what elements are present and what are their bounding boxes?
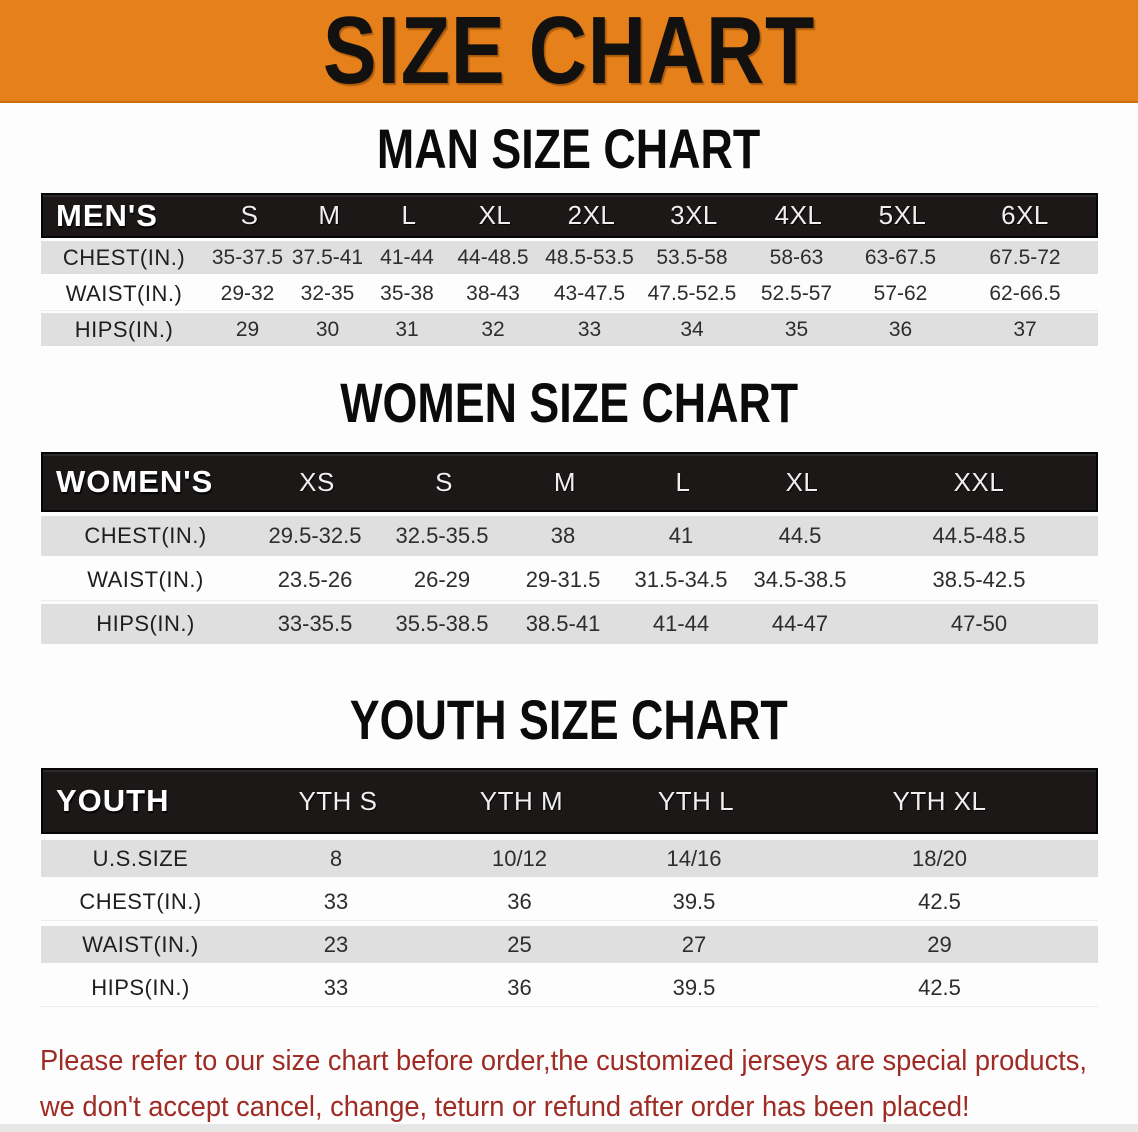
- size-cell: 39.5: [672, 974, 716, 1000]
- size-cell: 25: [507, 931, 532, 957]
- size-cell: 35-38: [380, 281, 434, 305]
- size-cell: 57-62: [873, 281, 928, 305]
- men-size-table: [41, 193, 1098, 349]
- row-label: WAIST(IN.): [65, 280, 183, 306]
- disclaimer-line-1: Please refer to our size chart before order,the customized jerseys are special products,: [40, 1045, 1087, 1077]
- disclaimer: [40, 1038, 1087, 1130]
- men-section-heading: [0, 117, 1138, 180]
- size-cell: 36: [507, 888, 532, 914]
- size-cell: 33: [577, 317, 602, 341]
- size-cell: 38.5-42.5: [932, 567, 1026, 592]
- size-cell: 38: [550, 523, 576, 548]
- row-label: U.S.SIZE: [92, 845, 189, 871]
- size-cell: 44-48.5: [457, 245, 529, 269]
- disclaimer-line-2: we don't accept cancel, change, teturn or refund after order has been placed!: [40, 1091, 970, 1123]
- column-header-2xl: 2XL: [567, 200, 616, 230]
- size-cell: 39.5: [672, 888, 716, 914]
- column-header-yth-m: YTH M: [479, 785, 564, 816]
- size-cell: 33-35.5: [277, 611, 353, 636]
- size-cell: 42.5: [918, 974, 961, 1000]
- women-table-header-row: [41, 452, 1098, 512]
- size-cell: 41: [668, 523, 694, 548]
- size-cell: 18/20: [911, 845, 968, 871]
- column-header-6xl: 6XL: [1001, 200, 1049, 230]
- size-cell: 26-29: [413, 567, 471, 592]
- size-cell: 14/16: [666, 845, 722, 871]
- men-corner-label: MEN'S: [56, 197, 158, 233]
- size-cell: 23.5-26: [277, 567, 353, 592]
- size-cell: 67.5-72: [989, 245, 1061, 269]
- column-header-4xl: 4XL: [774, 200, 823, 230]
- size-cell: 33: [323, 974, 349, 1000]
- column-header-5xl: 5XL: [878, 200, 927, 230]
- column-header-xl: XL: [785, 466, 819, 497]
- size-cell: 31: [395, 317, 419, 341]
- men-hips-row: [41, 313, 1098, 346]
- row-label: HIPS(IN.): [74, 316, 174, 342]
- men-table-header-row: [41, 193, 1098, 238]
- column-header-xxl: XXL: [953, 466, 1005, 497]
- size-cell: 35: [784, 317, 809, 341]
- row-label: WAIST(IN.): [87, 567, 204, 592]
- size-cell: 44-47: [771, 611, 829, 636]
- size-cell: 29-31.5: [525, 567, 601, 592]
- men-waist-row: [41, 277, 1098, 310]
- size-cell: 44.5: [778, 523, 822, 548]
- column-header-s: S: [240, 200, 259, 230]
- row-label: CHEST(IN.): [62, 244, 186, 270]
- youth-table-header-row: [41, 768, 1098, 834]
- size-cell: 52.5-57: [760, 281, 833, 305]
- row-label: CHEST(IN.): [79, 888, 202, 914]
- size-cell: 44.5-48.5: [932, 523, 1026, 548]
- size-cell: 63-67.5: [864, 245, 937, 269]
- column-header-m: M: [553, 466, 577, 497]
- size-cell: 29.5-32.5: [268, 523, 362, 548]
- women-waist-row: [41, 560, 1098, 600]
- youth-waist-row: [41, 926, 1098, 963]
- banner-title: SIZE CHART: [322, 0, 816, 104]
- size-cell: 8: [329, 845, 343, 871]
- youth-hips-row: [41, 969, 1098, 1006]
- youth-size-table: [41, 768, 1098, 1012]
- size-cell: 37: [1013, 317, 1037, 341]
- size-cell: 41-44: [380, 245, 434, 269]
- size-cell: 37.5-41: [291, 245, 364, 269]
- size-cell: 53.5-58: [656, 245, 728, 269]
- women-section-heading-text: WOMEN SIZE CHART: [340, 371, 798, 434]
- bottom-divider: [0, 1124, 1138, 1132]
- size-cell: 34: [680, 317, 704, 341]
- size-cell: 35-37.5: [211, 245, 284, 269]
- women-size-table: [41, 452, 1098, 648]
- size-cell: 38-43: [466, 281, 520, 305]
- size-cell: 62-66.5: [989, 281, 1061, 305]
- size-cell: 27: [681, 931, 707, 957]
- row-label: CHEST(IN.): [84, 523, 207, 548]
- youth-corner-label: YOUTH: [56, 783, 170, 818]
- size-cell: 29: [927, 931, 952, 957]
- column-header-s: S: [435, 466, 453, 497]
- column-header-yth-xl: YTH XL: [892, 785, 987, 816]
- youth-ussize-row: [41, 840, 1098, 877]
- column-header-l: L: [401, 200, 417, 230]
- size-cell: 31.5-34.5: [634, 567, 728, 592]
- row-label: HIPS(IN.): [91, 974, 190, 1000]
- size-cell: 47.5-52.5: [647, 281, 737, 305]
- size-cell: 29: [235, 317, 260, 341]
- size-cell: 42.5: [918, 888, 961, 914]
- column-header-l: L: [675, 466, 691, 497]
- row-label: WAIST(IN.): [82, 931, 199, 957]
- men-chest-row: [41, 241, 1098, 274]
- size-cell: 58-63: [769, 245, 824, 269]
- size-cell: 43-47.5: [553, 281, 626, 305]
- women-hips-row: [41, 604, 1098, 644]
- size-cell: 32.5-35.5: [395, 523, 489, 548]
- size-cell: 32: [481, 317, 505, 341]
- column-header-yth-s: YTH S: [298, 785, 378, 816]
- women-section-heading: [0, 371, 1138, 434]
- column-header-yth-l: YTH L: [657, 785, 735, 816]
- row-label: HIPS(IN.): [96, 611, 195, 636]
- size-cell: 41-44: [652, 611, 710, 636]
- size-cell: 36: [507, 974, 532, 1000]
- column-header-m: M: [318, 200, 341, 230]
- size-cell: 33: [323, 888, 349, 914]
- size-cell: 23: [323, 931, 349, 957]
- size-cell: 48.5-53.5: [545, 245, 634, 269]
- size-cell: 10/12: [491, 845, 548, 871]
- column-header-xl: XL: [478, 200, 512, 230]
- size-cell: 32-35: [300, 281, 355, 305]
- women-corner-label: WOMEN'S: [56, 464, 214, 499]
- size-cell: 36: [888, 317, 913, 341]
- size-cell: 30: [315, 317, 340, 341]
- size-cell: 47-50: [950, 611, 1008, 636]
- size-cell: 34.5-38.5: [753, 567, 847, 592]
- men-section-heading-text: MAN SIZE CHART: [377, 117, 761, 180]
- youth-section-heading: [0, 688, 1138, 751]
- youth-section-heading-text: YOUTH SIZE CHART: [349, 688, 789, 751]
- column-header-xs: XS: [299, 466, 335, 497]
- size-cell: 38.5-41: [525, 611, 601, 636]
- size-chart-banner: [0, 0, 1138, 103]
- size-cell: 35.5-38.5: [395, 611, 489, 636]
- size-cell: 29-32: [220, 281, 275, 305]
- column-header-3xl: 3XL: [670, 200, 718, 230]
- women-chest-row: [41, 516, 1098, 556]
- youth-chest-row: [41, 883, 1098, 920]
